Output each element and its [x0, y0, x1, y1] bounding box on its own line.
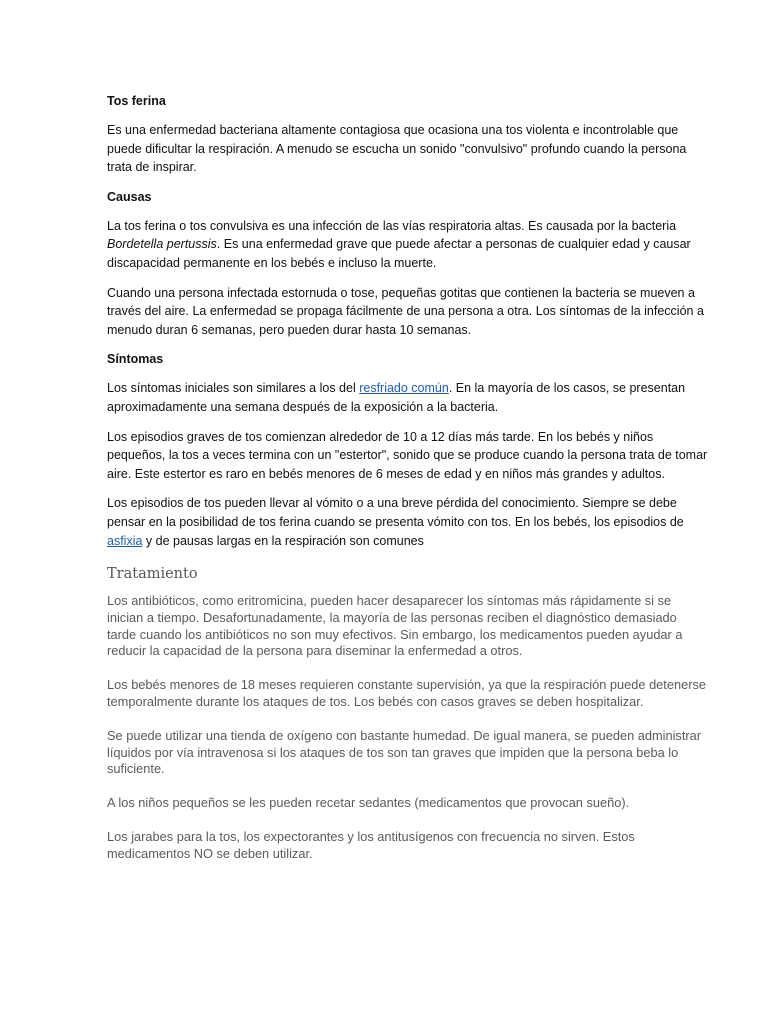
causes-p1-text-b: . Es una enfermedad grave que puede afectar a personas de cualquier edad y causar discapacidad permanente en los bebés e incluso la muerte.	[107, 237, 691, 270]
heading-tos-ferina: Tos ferina	[107, 94, 166, 108]
heading-sintomas: Síntomas	[107, 352, 164, 367]
symptoms-p1-text-a: Los síntomas iniciales son similares a los del	[107, 381, 360, 396]
causes-paragraph-1	[107, 217, 708, 273]
causes-p1-text-a: La tos ferina o tos convulsiva es una infección de las vías respiratoria altas. Es causada por la bacteria	[107, 218, 677, 233]
link-resfriado-comun[interactable]: resfriado común	[359, 381, 449, 396]
document-top-section	[107, 92, 708, 550]
symptoms-p3-text-b: y de pausas largas en la respiración son comunes	[142, 533, 424, 548]
treatment-paragraph-5: Los jarabes para la tos, los expectorantes y los antitusígenos con frecuencia no sirven. Estos medicamentos NO se deben utilizar.	[107, 829, 635, 861]
causes-paragraph-2: Cuando una persona infectada estornuda o tose, pequeñas gotitas que contienen la bacteria se mueven a través del aire. La enfermedad se propaga fácilmente de una persona a otra. Los síntomas de la infección a menudo duran 6 semanas, pero pueden durar hasta 10 semanas.	[107, 285, 704, 337]
treatment-paragraph-2: Los bebés menores de 18 meses requieren constante supervisión, ya que la respiración puede detenerse temporalmente durante los ataques de tos. Los bebés con casos graves se deben hospitalizar.	[107, 677, 706, 710]
symptoms-paragraph-2: Los episodios graves de tos comienzan alrededor de 10 a 12 días más tarde. En los bebés y niños pequeños, la tos a veces termina con un "estertor", sonido que se produce cuando la persona trata de tomar aire. Este estertor es raro en bebés menores de 6 meses de edad y en niños más grandes y adultos.	[107, 429, 708, 481]
treatment-paragraph-1: Los antibióticos, como eritromicina, pueden hacer desaparecer los síntomas más rápidamente si se inician a tiempo. Desafortunadamente, la mayoría de las personas reciben el diagnóstico demasiado tarde cuando los antibióticos no son muy efectivos. Sin embargo, los medicamentos pueden ayudar a reducir la capacidad de la persona para diseminar la enfermedad a otros.	[107, 593, 683, 659]
symptoms-p1-text-b: . En la mayoría de los casos, se presentan aproximadamente una semana después de la exposición a la bacteria.	[107, 381, 686, 414]
treatment-paragraph-3: Se puede utilizar una tienda de oxígeno con bastante humedad. De igual manera, se pueden administrar líquidos por vía intravenosa si los ataques de tos son tan graves que impiden que la persona beba lo suficiente.	[107, 727, 702, 777]
symptoms-paragraph-1	[107, 379, 708, 416]
symptoms-p3-text-a: Los episodios de tos pueden llevar al vómito o a una breve pérdida del conocimiento. Siempre se debe pensar en la posibilidad de tos ferina cuando se presenta vómito con tos. En los bebés, los episodios de	[107, 496, 684, 529]
treatment-paragraph-4: A los niños pequeños se les pueden recetar sedantes (medicamentos que provocan sueño).	[107, 795, 630, 811]
symptoms-paragraph-3	[107, 494, 708, 550]
intro-paragraph: Es una enfermedad bacteriana altamente contagiosa que ocasiona una tos violenta e incontrolable que puede dificultar la respiración. A menudo se escucha un sonido "convulsivo" profundo cuando la persona trata de inspirar.	[107, 123, 687, 175]
heading-tratamiento: Tratamiento	[107, 566, 198, 583]
document-treatment-section	[107, 564, 708, 863]
bacteria-name: Bordetella pertussis	[107, 237, 217, 252]
heading-causas: Causas	[107, 189, 152, 204]
link-asfixia[interactable]: asfixia	[107, 533, 143, 548]
